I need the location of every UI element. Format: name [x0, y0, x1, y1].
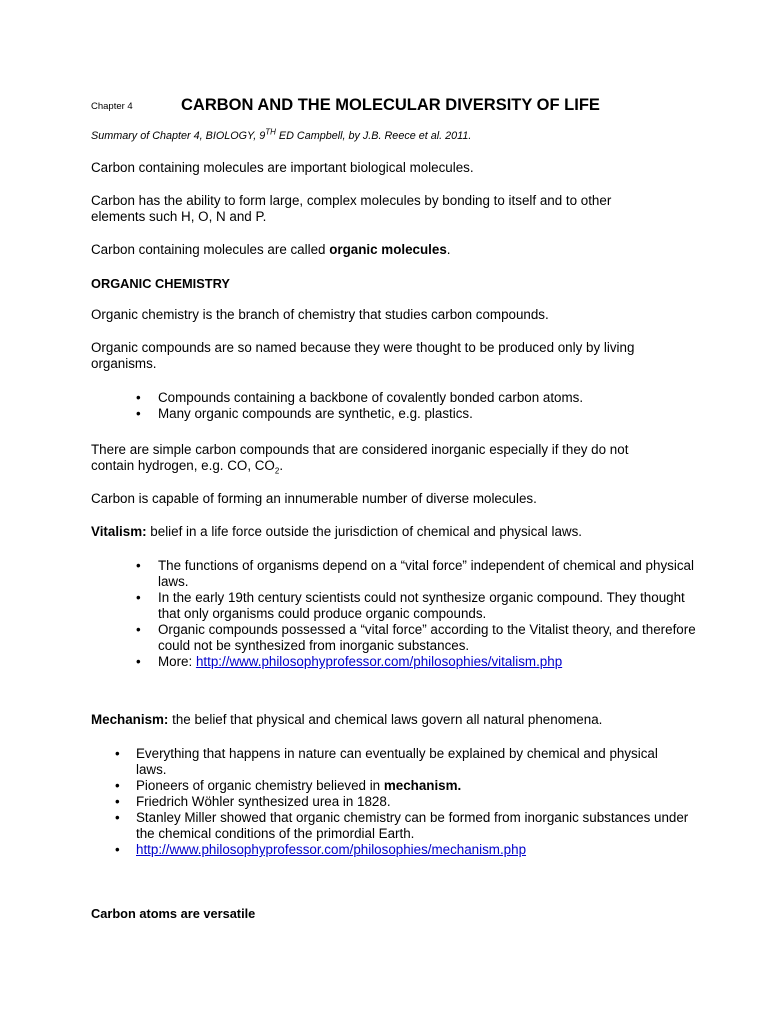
mechanism-term: Mechanism:: [91, 712, 169, 727]
summary-line: Summary of Chapter 4, BIOLOGY, 9TH ED Campbell, by J.B. Reece et al. 2011.: [91, 127, 472, 142]
list-item: • Many organic compounds are synthetic, e.g. plastics.: [136, 406, 473, 421]
list-item: • Compounds containing a backbone of covalently bonded carbon atoms.: [136, 390, 584, 405]
bullet-icon: •: [136, 654, 141, 669]
bullet-icon: •: [136, 406, 141, 421]
bullet-icon: •: [115, 778, 120, 793]
list-item: • In the early 19th century scientists could not synthesize organic compound. They thought that only organisms could produce organic compounds.: [136, 590, 685, 621]
organic-paragraph-3: There are simple carbon compounds that are considered inorganic especially if they do not contain hydrogen, e.g. CO, $CO_2$.: [91, 442, 629, 476]
bullet-icon: •: [115, 842, 120, 857]
organic-paragraph-4: Carbon is capable of forming an innumerable number of diverse molecules.: [91, 491, 537, 506]
organic-paragraph-2: Organic compounds are so named because they were thought to be produced only by living organisms.: [91, 340, 635, 371]
bullet-icon: •: [136, 390, 141, 405]
mechanism-link[interactable]: http://www.philosophyprofessor.com/philosophies/mechanism.php: [136, 842, 527, 857]
list-item: • The functions of organisms depend on a “vital force” independent of chemical and physical laws.: [136, 558, 694, 589]
list-item: [91, 842, 691, 858]
vitalism-definition: Vitalism: belief in a life force outside the jurisdiction of chemical and physical laws.: [91, 524, 582, 539]
bullet-icon: •: [136, 558, 141, 573]
list-item: • Pioneers of organic chemistry believed in mechanism.: [115, 778, 462, 793]
bullet-icon: •: [115, 794, 120, 809]
vitalism-term: Vitalism:: [91, 524, 147, 539]
page-title: CARBON AND THE MOLECULAR DIVERSITY OF LIFE: [181, 96, 600, 114]
list-item: • Stanley Miller showed that organic chemistry can be formed from inorganic substances under the chemical conditions of the primordial Earth.: [115, 810, 689, 841]
list-item: • Organic compounds possessed a “vital force” according to the Vitalist theory, and therefore could not be synthesized from inorganic substances.: [136, 622, 696, 653]
bullet-icon: •: [136, 590, 141, 605]
list-item: • More: http://www.philosophyprofessor.com/philosophies/vitalism.php: [136, 654, 563, 669]
bullet-icon: •: [115, 810, 120, 825]
chapter-label: Chapter 4: [91, 101, 133, 112]
section-heading-organic-chemistry: ORGANIC CHEMISTRY: [91, 276, 230, 291]
intro-paragraph-3: Carbon containing molecules are called organic molecules.: [91, 242, 451, 257]
mechanism-definition: Mechanism: the belief that physical and chemical laws govern all natural phenomena.: [91, 712, 603, 727]
bullet-icon: •: [136, 622, 141, 637]
intro-paragraph-2: Carbon has the ability to form large, complex molecules by bonding to itself and to other elements such H, O, N and P.: [91, 193, 612, 224]
list-item: • Everything that happens in nature can eventually be explained by chemical and physical laws.: [115, 746, 658, 777]
intro-paragraph-1: Carbon containing molecules are important biological molecules.: [91, 160, 474, 175]
vitalism-link[interactable]: http://www.philosophyprofessor.com/philosophies/vitalism.php: [195, 654, 563, 669]
vitalism-bullet-list: [91, 558, 701, 670]
mechanism-bullet-list: [91, 746, 691, 858]
organic-paragraph-1: Organic chemistry is the branch of chemistry that studies carbon compounds.: [91, 307, 549, 322]
list-item: • Friedrich Wöhler synthesized urea in 1828.: [115, 794, 391, 809]
bullet-icon: •: [115, 746, 120, 761]
organic-bullet-list: [91, 390, 691, 422]
section-heading-carbon-atoms: Carbon atoms are versatile: [91, 906, 256, 921]
